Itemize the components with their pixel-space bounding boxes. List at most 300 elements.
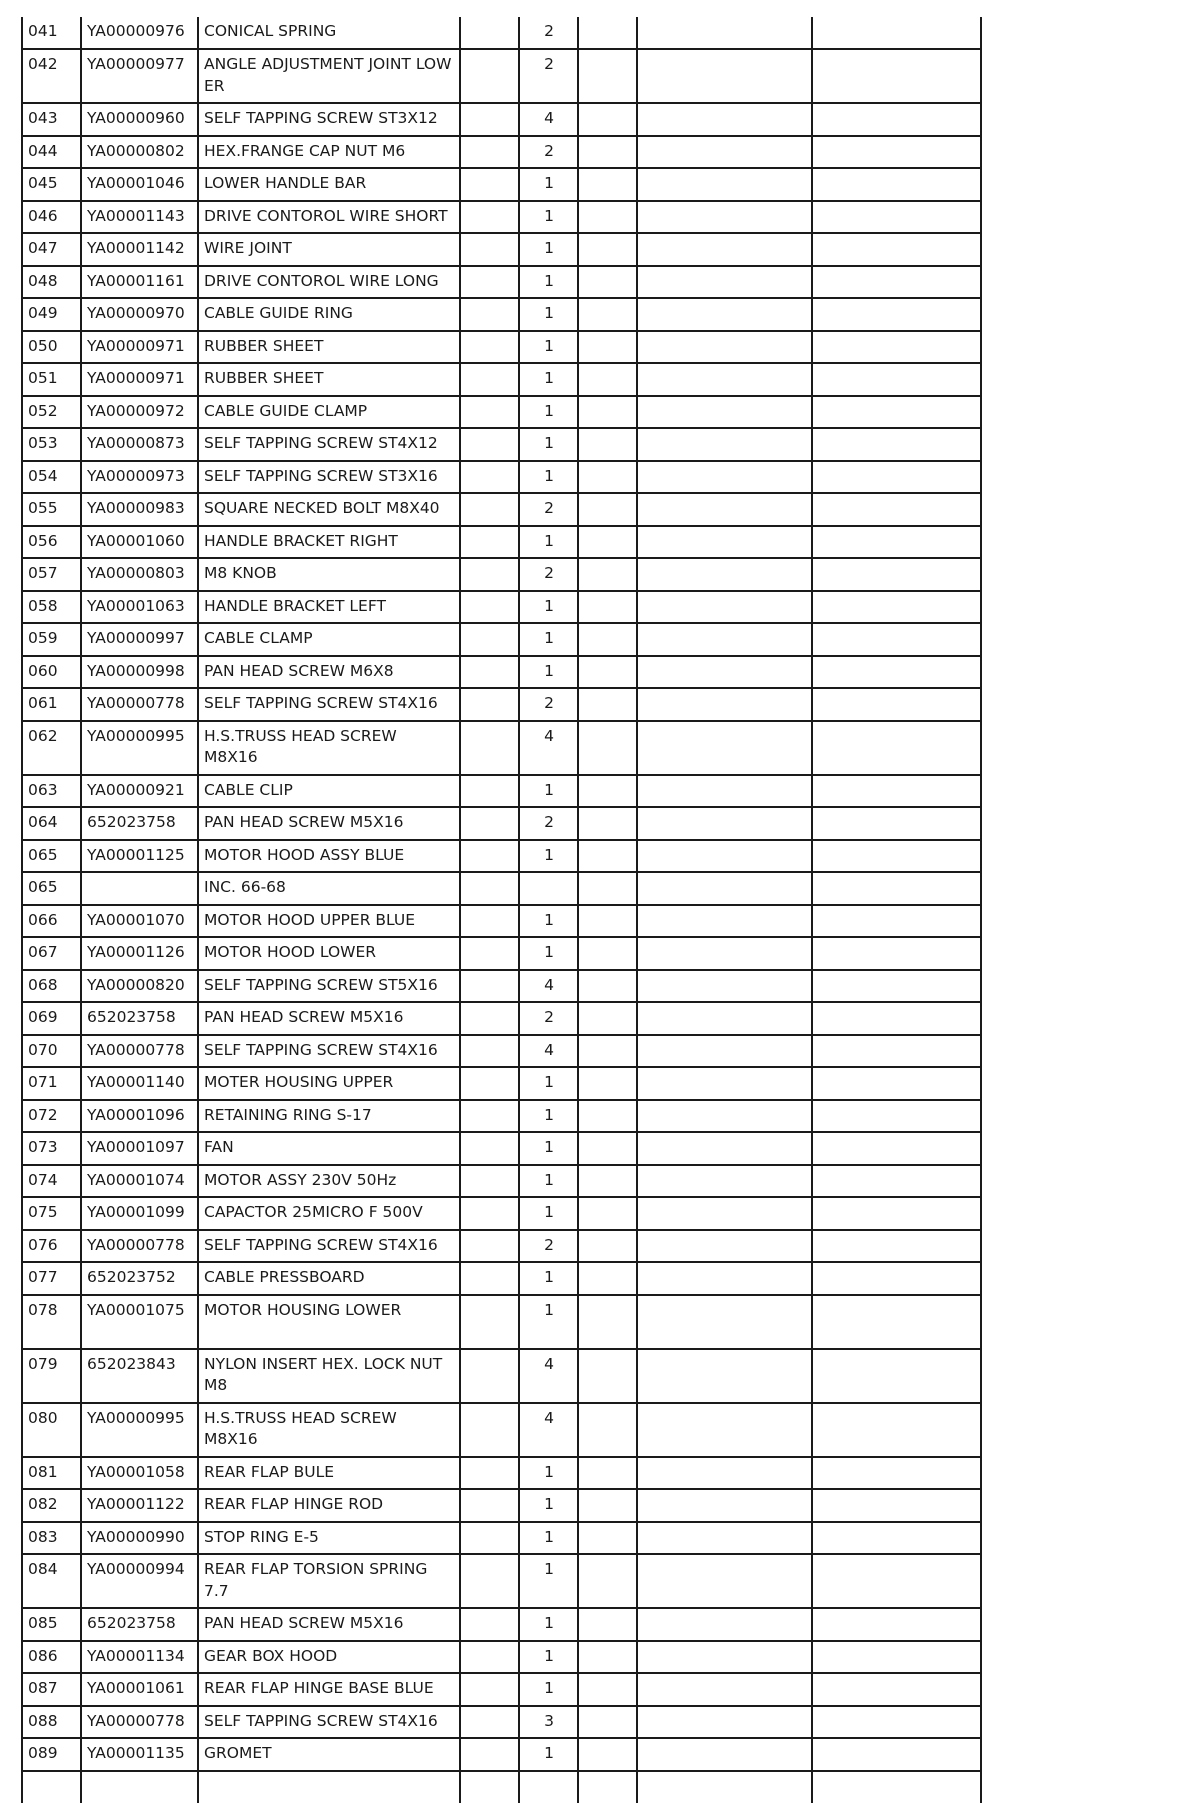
description-cell: H.S.TRUSS HEAD SCREW M8X16 [198,721,460,775]
description-cell: ANGLE ADJUSTMENT JOINT LOW ER [198,49,460,103]
blank-cell [578,1457,637,1490]
table-row [22,1165,981,1198]
blank-cell [460,136,519,169]
blank-cell [460,526,519,559]
blank-cell [519,1771,578,1803]
blank-cell [812,266,981,299]
table-row [22,721,981,775]
blank-cell [460,1771,519,1803]
blank-cell [637,17,812,49]
blank-cell [460,298,519,331]
table-row [22,103,981,136]
quantity-cell: 2 [519,17,578,49]
table-row [22,1262,981,1295]
item-number-cell: 049 [22,298,81,331]
description-cell: REAR FLAP HINGE ROD [198,1489,460,1522]
part-code-cell: YA00001122 [81,1489,198,1522]
blank-cell [812,1132,981,1165]
part-code-cell: YA00001060 [81,526,198,559]
blank-cell [460,905,519,938]
blank-cell [812,937,981,970]
table-row [22,1295,981,1349]
blank-cell [812,233,981,266]
blank-cell [578,17,637,49]
blank-cell [460,775,519,808]
blank-cell [460,103,519,136]
part-code-cell: YA00001161 [81,266,198,299]
blank-cell [637,1262,812,1295]
description-cell: SELF TAPPING SCREW ST3X12 [198,103,460,136]
blank-cell [637,1522,812,1555]
part-code-cell: YA00000778 [81,1035,198,1068]
description-cell: M8 KNOB [198,558,460,591]
blank-cell [578,970,637,1003]
item-number-cell: 074 [22,1165,81,1198]
blank-cell [637,558,812,591]
description-cell: PAN HEAD SCREW M5X16 [198,807,460,840]
blank-cell [460,721,519,775]
description-cell: HANDLE BRACKET LEFT [198,591,460,624]
quantity-cell: 1 [519,1554,578,1608]
item-number-cell: 063 [22,775,81,808]
blank-cell [637,493,812,526]
blank-cell [578,1554,637,1608]
table-row [22,1457,981,1490]
table-row [22,1641,981,1674]
quantity-cell: 4 [519,1349,578,1403]
blank-cell [812,1165,981,1198]
item-number-cell: 048 [22,266,81,299]
blank-cell [578,591,637,624]
blank-cell [460,1554,519,1608]
blank-cell [460,937,519,970]
blank-cell [578,1165,637,1198]
item-number-cell: 086 [22,1641,81,1674]
part-code-cell: YA00001063 [81,591,198,624]
blank-cell [460,970,519,1003]
quantity-cell: 1 [519,937,578,970]
table-row [22,233,981,266]
description-cell: SELF TAPPING SCREW ST3X16 [198,461,460,494]
item-number-cell: 042 [22,49,81,103]
item-number-cell: 041 [22,17,81,49]
description-cell: SELF TAPPING SCREW ST4X16 [198,688,460,721]
table-row [22,168,981,201]
table-row [22,49,981,103]
blank-cell [637,1673,812,1706]
table-row [22,331,981,364]
blank-cell [637,1035,812,1068]
item-number-cell: 083 [22,1522,81,1555]
item-number-cell: 066 [22,905,81,938]
blank-cell [637,807,812,840]
description-cell: LOWER HANDLE BAR [198,168,460,201]
description-cell: PAN HEAD SCREW M6X8 [198,656,460,689]
blank-cell [578,1738,637,1771]
item-number-cell: 050 [22,331,81,364]
part-code-cell: YA00000820 [81,970,198,1003]
table-row-continuation [22,1771,981,1803]
blank-cell [637,201,812,234]
part-code-cell: YA00000803 [81,558,198,591]
description-cell: CABLE GUIDE CLAMP [198,396,460,429]
quantity-cell: 1 [519,1738,578,1771]
quantity-cell: 1 [519,1673,578,1706]
table-row [22,623,981,656]
table-row [22,1100,981,1133]
item-number-cell: 070 [22,1035,81,1068]
description-cell: SELF TAPPING SCREW ST4X12 [198,428,460,461]
blank-cell [578,905,637,938]
table-row [22,970,981,1003]
item-number-cell: 077 [22,1262,81,1295]
part-code-cell: YA00001046 [81,168,198,201]
part-code-cell: YA00001125 [81,840,198,873]
blank-cell [812,1197,981,1230]
item-number-cell: 072 [22,1100,81,1133]
blank-cell [812,1262,981,1295]
blank-cell [578,775,637,808]
item-number-cell: 062 [22,721,81,775]
blank-cell [812,688,981,721]
blank-cell [637,168,812,201]
blank-cell [460,1706,519,1739]
blank-cell [637,688,812,721]
quantity-cell: 1 [519,1262,578,1295]
description-cell: HANDLE BRACKET RIGHT [198,526,460,559]
blank-cell [460,1230,519,1263]
description-cell: MOTOR HOOD LOWER [198,937,460,970]
quantity-cell: 1 [519,656,578,689]
blank-cell [812,558,981,591]
quantity-cell: 1 [519,1132,578,1165]
item-number-cell: 055 [22,493,81,526]
description-cell: MOTOR HOOD UPPER BLUE [198,905,460,938]
part-code-cell: YA00000960 [81,103,198,136]
blank-cell [460,1608,519,1641]
blank-cell [812,1673,981,1706]
blank-cell [637,721,812,775]
table-row [22,1035,981,1068]
quantity-cell: 2 [519,136,578,169]
blank-cell [637,1489,812,1522]
blank-cell [460,688,519,721]
blank-cell [81,1771,198,1803]
part-code-cell: YA00000976 [81,17,198,49]
blank-cell [637,1457,812,1490]
table-row [22,1554,981,1608]
blank-cell [578,1403,637,1457]
table-row [22,1522,981,1555]
part-code-cell: YA00000970 [81,298,198,331]
description-cell: PAN HEAD SCREW M5X16 [198,1002,460,1035]
item-number-cell: 054 [22,461,81,494]
blank-cell [460,396,519,429]
quantity-cell: 1 [519,168,578,201]
table-row [22,1738,981,1771]
blank-cell [812,1554,981,1608]
part-code-cell: YA00000778 [81,688,198,721]
table-row [22,775,981,808]
blank-cell [637,363,812,396]
item-number-cell: 087 [22,1673,81,1706]
item-number-cell: 073 [22,1132,81,1165]
item-number-cell: 065 [22,840,81,873]
item-number-cell: 047 [22,233,81,266]
table-row [22,688,981,721]
description-cell: RUBBER SHEET [198,363,460,396]
blank-cell [637,1349,812,1403]
blank-cell [637,1100,812,1133]
table-row [22,1349,981,1403]
description-cell: CABLE GUIDE RING [198,298,460,331]
item-number-cell: 078 [22,1295,81,1349]
quantity-cell: 1 [519,1641,578,1674]
part-code-cell: YA00001074 [81,1165,198,1198]
blank-cell [578,526,637,559]
blank-cell [637,49,812,103]
blank-cell [578,1197,637,1230]
blank-cell [578,721,637,775]
item-number-cell: 069 [22,1002,81,1035]
blank-cell [812,1738,981,1771]
quantity-cell: 1 [519,775,578,808]
blank-cell [812,1100,981,1133]
blank-cell [460,493,519,526]
blank-cell [812,1457,981,1490]
part-code-cell: YA00001142 [81,233,198,266]
blank-cell [460,428,519,461]
blank-cell [578,1641,637,1674]
table-row [22,1673,981,1706]
blank-cell [637,136,812,169]
item-number-cell: 080 [22,1403,81,1457]
part-code-cell: YA00001135 [81,1738,198,1771]
blank-cell [460,1100,519,1133]
blank-cell [812,1608,981,1641]
blank-cell [578,493,637,526]
item-number-cell: 053 [22,428,81,461]
quantity-cell: 2 [519,493,578,526]
blank-cell [812,298,981,331]
blank-cell [812,1002,981,1035]
part-code-cell: 652023843 [81,1349,198,1403]
blank-cell [578,396,637,429]
part-code-cell: YA00000997 [81,623,198,656]
part-code-cell [81,872,198,905]
description-cell: SELF TAPPING SCREW ST5X16 [198,970,460,1003]
part-code-cell: YA00001099 [81,1197,198,1230]
blank-cell [460,1165,519,1198]
item-number-cell: 044 [22,136,81,169]
blank-cell [812,168,981,201]
item-number-cell: 082 [22,1489,81,1522]
quantity-cell: 4 [519,1403,578,1457]
blank-cell [460,1403,519,1457]
item-number-cell: 064 [22,807,81,840]
blank-cell [460,363,519,396]
blank-cell [460,1295,519,1349]
table-row [22,136,981,169]
blank-cell [578,298,637,331]
blank-cell [812,807,981,840]
description-cell: SELF TAPPING SCREW ST4X16 [198,1035,460,1068]
description-cell: CABLE CLAMP [198,623,460,656]
description-cell: INC. 66-68 [198,872,460,905]
blank-cell [578,1608,637,1641]
part-code-cell: YA00000998 [81,656,198,689]
table-row [22,493,981,526]
blank-cell [460,1641,519,1674]
part-code-cell: YA00000921 [81,775,198,808]
blank-cell [578,1035,637,1068]
item-number-cell: 065 [22,872,81,905]
quantity-cell: 1 [519,1295,578,1349]
part-code-cell: 652023758 [81,1002,198,1035]
blank-cell [637,1554,812,1608]
blank-cell [460,1197,519,1230]
blank-cell [578,428,637,461]
item-number-cell: 056 [22,526,81,559]
item-number-cell: 089 [22,1738,81,1771]
part-code-cell: YA00000778 [81,1230,198,1263]
blank-cell [578,1100,637,1133]
quantity-cell: 1 [519,840,578,873]
blank-cell [637,1403,812,1457]
table-row [22,558,981,591]
item-number-cell: 079 [22,1349,81,1403]
blank-cell [637,1608,812,1641]
part-code-cell: YA00000972 [81,396,198,429]
description-cell: RETAINING RING S-17 [198,1100,460,1133]
quantity-cell: 4 [519,970,578,1003]
blank-cell [460,1522,519,1555]
description-cell: REAR FLAP HINGE BASE BLUE [198,1673,460,1706]
blank-cell [578,136,637,169]
blank-cell [578,688,637,721]
blank-cell [460,1673,519,1706]
description-cell: NYLON INSERT HEX. LOCK NUT M8 [198,1349,460,1403]
part-code-cell: YA00001143 [81,201,198,234]
blank-cell [812,331,981,364]
table-row [22,1706,981,1739]
part-code-cell: YA00000977 [81,49,198,103]
blank-cell [637,970,812,1003]
blank-cell [637,1197,812,1230]
blank-cell [578,233,637,266]
description-cell: SELF TAPPING SCREW ST4X16 [198,1706,460,1739]
blank-cell [460,1067,519,1100]
item-number-cell: 084 [22,1554,81,1608]
part-code-cell: YA00000971 [81,331,198,364]
quantity-cell: 1 [519,233,578,266]
quantity-cell: 1 [519,1608,578,1641]
part-code-cell: YA00001070 [81,905,198,938]
blank-cell [637,937,812,970]
blank-cell [578,1673,637,1706]
blank-cell [637,1771,812,1803]
blank-cell [460,1457,519,1490]
blank-cell [812,103,981,136]
blank-cell [637,526,812,559]
blank-cell [460,1035,519,1068]
blank-cell [460,168,519,201]
quantity-cell: 2 [519,49,578,103]
description-cell: MOTOR HOUSING LOWER [198,1295,460,1349]
blank-cell [637,1706,812,1739]
blank-cell [812,136,981,169]
description-cell: DRIVE CONTOROL WIRE SHORT [198,201,460,234]
blank-cell [460,17,519,49]
blank-cell [637,331,812,364]
blank-cell [578,807,637,840]
blank-cell [578,656,637,689]
blank-cell [812,1489,981,1522]
quantity-cell: 1 [519,1457,578,1490]
blank-cell [637,396,812,429]
table-row [22,591,981,624]
item-number-cell: 060 [22,656,81,689]
description-cell: WIRE JOINT [198,233,460,266]
blank-cell [637,1295,812,1349]
description-cell: GEAR BOX HOOD [198,1641,460,1674]
blank-cell [812,49,981,103]
blank-cell [812,656,981,689]
part-code-cell: YA00000802 [81,136,198,169]
item-number-cell: 045 [22,168,81,201]
blank-cell [812,591,981,624]
table-row [22,905,981,938]
blank-cell [578,1349,637,1403]
quantity-cell: 1 [519,396,578,429]
blank-cell [460,591,519,624]
blank-cell [812,1771,981,1803]
quantity-cell: 3 [519,1706,578,1739]
blank-cell [578,1067,637,1100]
blank-cell [578,103,637,136]
description-cell: FAN [198,1132,460,1165]
part-code-cell: 652023758 [81,1608,198,1641]
quantity-cell: 1 [519,331,578,364]
part-code-cell: YA00001061 [81,1673,198,1706]
blank-cell [637,1230,812,1263]
blank-cell [460,558,519,591]
table-row [22,1230,981,1263]
blank-cell [578,1771,637,1803]
quantity-cell: 1 [519,298,578,331]
quantity-cell: 4 [519,103,578,136]
description-cell: SELF TAPPING SCREW ST4X16 [198,1230,460,1263]
blank-cell [578,266,637,299]
quantity-cell [519,872,578,905]
blank-cell [637,428,812,461]
table-row [22,1608,981,1641]
blank-cell [460,331,519,364]
blank-cell [637,1641,812,1674]
blank-cell [578,363,637,396]
part-code-cell: YA00001140 [81,1067,198,1100]
part-code-cell: YA00000971 [81,363,198,396]
blank-cell [812,461,981,494]
table-row [22,1489,981,1522]
blank-cell [578,461,637,494]
blank-cell [812,1403,981,1457]
description-cell: REAR FLAP TORSION SPRING 7.7 [198,1554,460,1608]
blank-cell [812,428,981,461]
item-number-cell: 085 [22,1608,81,1641]
blank-cell [460,201,519,234]
part-code-cell: YA00000983 [81,493,198,526]
